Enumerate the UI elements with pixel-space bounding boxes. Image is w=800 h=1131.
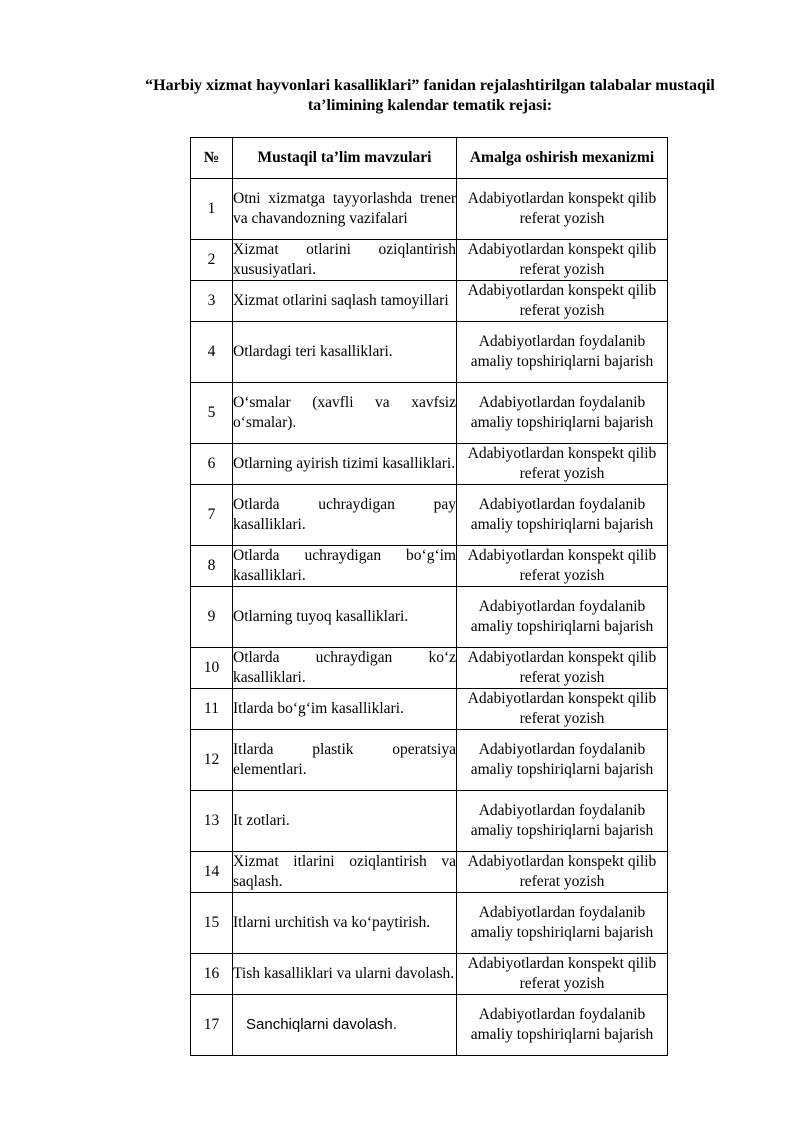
table-row [191,852,668,893]
row-number: 10 [191,648,233,689]
row-mechanism: Adabiyotlardan foydalanib amaliy topshiriqlarni bajarish [457,730,668,791]
row-mechanism: Adabiyotlardan konspekt qilib referat yozish [457,240,668,281]
row-mechanism: Adabiyotlardan foydalanib amaliy topshiriqlarni bajarish [457,383,668,444]
row-topic: Otlarning tuyoq kasalliklari. [233,587,457,648]
row-topic: Tish kasalliklari va ularni davolash. [233,954,457,995]
table-row [191,587,668,648]
row-number: 3 [191,281,233,322]
row-mechanism: Adabiyotlardan konspekt qilib referat yozish [457,954,668,995]
title-line-2: ta’limining kalendar tematik rejasi: [307,97,553,114]
row-topic: Itlarda bo‘g‘im kasalliklari. [233,689,457,730]
table-row [191,281,668,322]
table-row [191,444,668,485]
row-number: 2 [191,240,233,281]
table-header-row [191,138,668,179]
row-number: 12 [191,730,233,791]
document-title [100,76,760,116]
row-mechanism: Adabiyotlardan foydalanib amaliy topshiriqlarni bajarish [457,587,668,648]
row-mechanism: Adabiyotlardan konspekt qilib referat yozish [457,179,668,240]
row-number: 4 [191,322,233,383]
row-mechanism: Adabiyotlardan konspekt qilib referat yozish [457,689,668,730]
row-number: 14 [191,852,233,893]
table-row [191,383,668,444]
row-number: 13 [191,791,233,852]
row-mechanism: Adabiyotlardan foydalanib amaliy topshiriqlarni bajarish [457,995,668,1056]
table-row [191,730,668,791]
row-mechanism: Adabiyotlardan konspekt qilib referat yozish [457,648,668,689]
row-topic: Sanchiqlarni davolash. [233,995,457,1056]
row-topic: Otlardagi teri kasalliklari. [233,322,457,383]
table-row [191,485,668,546]
calendar-plan-table [190,137,668,1056]
row-mechanism: Adabiyotlardan foydalanib amaliy topshiriqlarni bajarish [457,485,668,546]
row-topic: Otlarda uchraydigan pay kasalliklari. [233,485,457,546]
table-row [191,322,668,383]
row-number: 11 [191,689,233,730]
row-topic: Itlarda plastik operatsiya elementlari. [233,730,457,791]
row-topic: Otlarda uchraydigan ko‘z kasalliklari. [233,648,457,689]
row-number: 5 [191,383,233,444]
table-row [191,689,668,730]
row-number: 17 [191,995,233,1056]
row-topic: Otni xizmatga tayyorlashda trener va chavandozning vazifalari [233,179,457,240]
row-mechanism: Adabiyotlardan foydalanib amaliy topshiriqlarni bajarish [457,322,668,383]
row-mechanism: Adabiyotlardan foydalanib amaliy topshiriqlarni bajarish [457,893,668,954]
header-topic: Mustaqil ta’lim mavzulari [233,138,457,179]
table-row [191,893,668,954]
table-row [191,954,668,995]
row-number: 8 [191,546,233,587]
row-topic: Otlarning ayirish tizimi kasalliklari. [233,444,457,485]
table-row [191,546,668,587]
title-line-1: “Harbiy xizmat hayvonlari kasalliklari” fanidan rejalashtirilgan talabalar mustaqil [145,77,715,94]
row-topic: Otlarda uchraydigan bo‘g‘im kasalliklari. [233,546,457,587]
row-mechanism: Adabiyotlardan konspekt qilib referat yozish [457,281,668,322]
table-row [191,995,668,1056]
row-topic: Itlarni urchitish va ko‘paytirish. [233,893,457,954]
row-number: 16 [191,954,233,995]
row-topic: It zotlari. [233,791,457,852]
table-row [191,179,668,240]
row-number: 6 [191,444,233,485]
header-number: № [191,138,233,179]
row-mechanism: Adabiyotlardan konspekt qilib referat yozish [457,852,668,893]
row-number: 15 [191,893,233,954]
row-mechanism: Adabiyotlardan foydalanib amaliy topshiriqlarni bajarish [457,791,668,852]
row-topic: Xizmat itlarini oziqlantirish va saqlash. [233,852,457,893]
row-topic: Xizmat otlarini saqlash tamoyillari [233,281,457,322]
row-number: 1 [191,179,233,240]
table-row [191,648,668,689]
table-row [191,791,668,852]
row-mechanism: Adabiyotlardan konspekt qilib referat yozish [457,444,668,485]
row-topic: O‘smalar (xavfli va xavfsiz o‘smalar). [233,383,457,444]
row-number: 9 [191,587,233,648]
row-mechanism: Adabiyotlardan konspekt qilib referat yozish [457,546,668,587]
header-mechanism: Amalga oshirish mexanizmi [457,138,668,179]
row-topic: Xizmat otlarini oziqlantirish xususiyatlari. [233,240,457,281]
table-row [191,240,668,281]
row-number: 7 [191,485,233,546]
